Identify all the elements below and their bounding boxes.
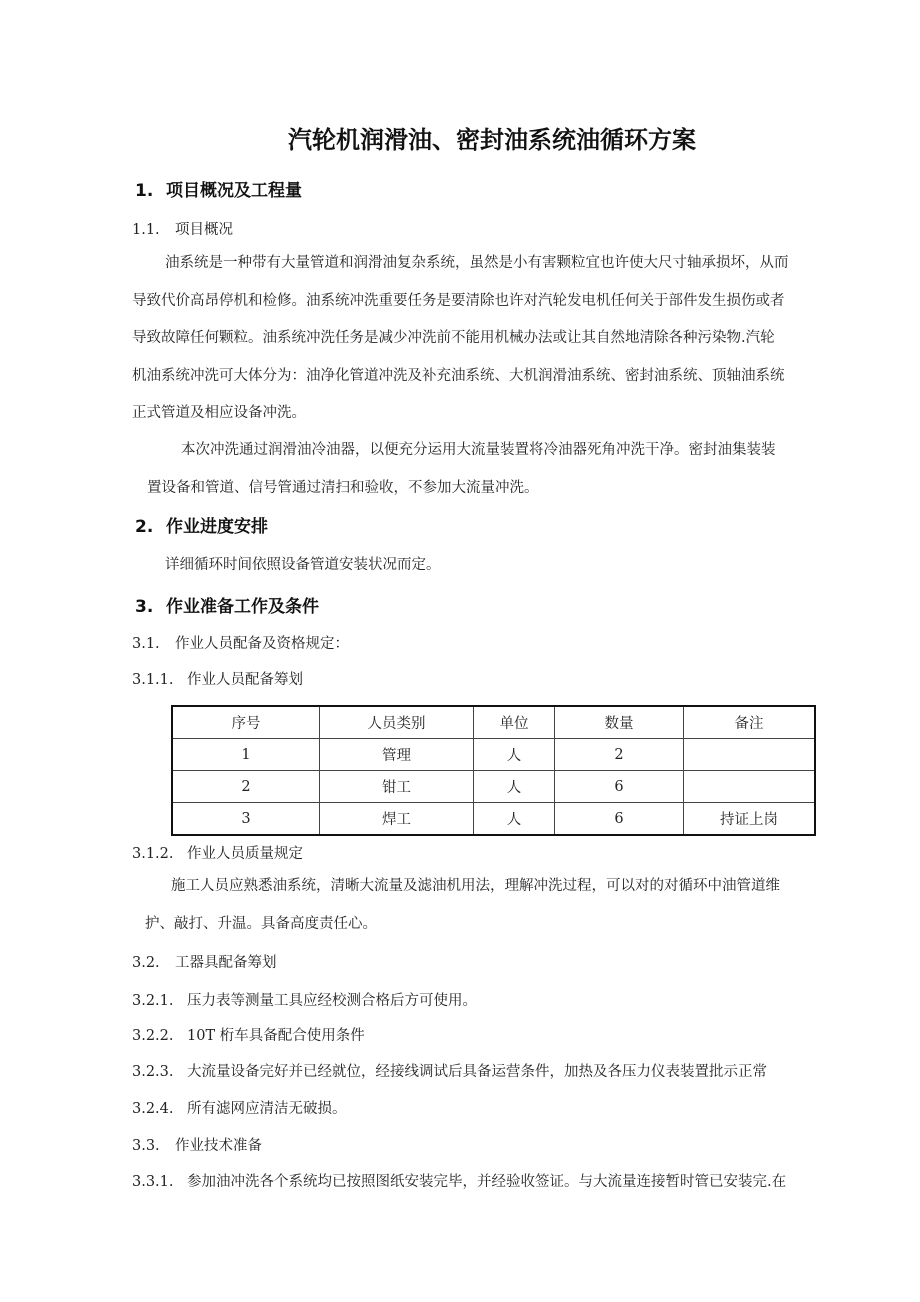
section-3-heading: [135, 592, 319, 617]
subsection-number: 3.2.1.: [132, 993, 174, 1009]
paragraph-staff-quality: [145, 868, 780, 943]
staff-allocation-table: [171, 705, 816, 836]
table-header-cell: 单位: [474, 706, 555, 739]
subsection-number: 3.2.4.: [132, 1101, 174, 1117]
table-cell: 焊工: [320, 803, 474, 836]
table-cell: 2: [172, 771, 320, 803]
subsection-number: 1.1.: [132, 222, 160, 238]
table-cell: 1: [172, 739, 320, 771]
subsection-text: 压力表等测量工具应经校测合格后方可使用。: [187, 993, 477, 1009]
subsection-title: 工器具配备筹划: [175, 955, 277, 971]
table-cell: [684, 739, 816, 771]
subsection-3-2-4: [132, 1097, 347, 1118]
paragraph-line: 导致故障任何颗粒。油系统冲洗任务是减少冲洗前不能用机械办法或让其自然地清除各种污染物.汽轮: [132, 330, 775, 346]
table-header-cell: 数量: [555, 706, 684, 739]
subsection-title: 项目概况: [175, 222, 233, 238]
paragraph-line: 施工人员应熟悉油系统，清晰大流量及滤油机用法，理解冲洗过程，可以对的对循环中油管道维: [171, 878, 780, 894]
subsection-text: 大流量设备完好并已经就位，经接线调试后具备运营条件，加热及各压力仪表装置批示正常: [187, 1064, 767, 1080]
paragraph-line: 护、敲打、升温。具备高度责任心。: [145, 915, 377, 932]
table-header-row: [172, 706, 815, 739]
paragraph-flushing-scope: [147, 432, 776, 507]
subsection-1-1-heading: [132, 218, 233, 239]
subsection-text: 参加油冲洗各个系统均已按照图纸安装完毕，并经验收签证。与大流量连接暂时管已安装完.在: [187, 1174, 787, 1190]
subsection-title: 作业人员质量规定: [187, 846, 303, 862]
paragraph-line: 导致代价高昂停机和检修。油系统冲洗重要任务是要清除也许对汽轮发电机任何关于部件发生损伤或者: [132, 292, 785, 309]
table-cell: 持证上岗: [684, 803, 816, 836]
table-cell: 3: [172, 803, 320, 836]
section-number: 1.: [135, 181, 154, 201]
section-number: 2.: [135, 517, 154, 537]
subsection-title: 作业技术准备: [175, 1138, 262, 1154]
table-cell: 6: [555, 803, 684, 836]
section-title: 项目概况及工程量: [166, 181, 302, 201]
table-cell: 2: [555, 739, 684, 771]
table-header-cell: 人员类别: [320, 706, 474, 739]
schedule-paragraph: 详细循环时间依照设备管道安装状况而定。: [165, 557, 441, 573]
paragraph-line: 正式管道及相应设备冲洗。: [132, 405, 306, 421]
subsection-3-2-3: [132, 1060, 767, 1081]
section-title: 作业准备工作及条件: [166, 597, 319, 617]
section-number: 3.: [135, 597, 154, 617]
subsection-title: 作业人员配备筹划: [187, 672, 303, 688]
subsection-3-1-heading: [132, 632, 349, 653]
paragraph-line: 油系统是一种带有大量管道和润滑油复杂系统，虽然是小有害颗粒宜也许使大尺寸轴承损坏，从而: [165, 255, 789, 271]
section-2-heading: [135, 512, 268, 537]
section-title: 作业进度安排: [166, 517, 268, 537]
table-cell: 人: [474, 739, 555, 771]
table-cell: 6: [555, 771, 684, 803]
subsection-number: 3.2.2.: [132, 1028, 174, 1044]
paragraph-overview: [132, 245, 789, 433]
subsection-3-3-heading: [132, 1134, 262, 1155]
paragraph-line: 本次冲洗通过润滑油冷油器，以便充分运用大流量装置将冷油器死角冲洗干净。密封油集装装: [181, 442, 776, 458]
subsection-number: 3.2.3.: [132, 1064, 174, 1080]
subsection-number: 3.1.: [132, 636, 160, 652]
paragraph-line: 置设备和管道、信号管通过清扫和验收，不参加大流量冲洗。: [147, 479, 539, 496]
subsection-number: 3.1.1.: [132, 672, 174, 688]
paragraph-line: 机油系统冲洗可大体分为：油净化管道冲洗及补充油系统、大机润滑油系统、密封油系统、顶轴油系统: [132, 367, 785, 384]
table-row: [172, 771, 815, 803]
subsection-3-2-2: [132, 1024, 365, 1045]
table-cell: 人: [474, 771, 555, 803]
table-header-cell: 序号: [172, 706, 320, 739]
subsection-3-3-1: [132, 1170, 786, 1191]
subsection-3-2-1: [132, 989, 477, 1010]
subsection-number: 3.3.: [132, 1138, 160, 1154]
subsection-text: 所有滤网应清洁无破损。: [187, 1101, 347, 1117]
subsection-number: 3.2.: [132, 955, 160, 971]
subsection-3-2-heading: [132, 951, 277, 972]
table-row: [172, 803, 815, 836]
table-cell: [684, 771, 816, 803]
table-cell: 管理: [320, 739, 474, 771]
document-title: 汽轮机润滑油、密封油系统油循环方案: [288, 126, 696, 154]
section-1-heading: [135, 176, 302, 201]
table-header-cell: 备注: [684, 706, 816, 739]
table-cell: 钳工: [320, 771, 474, 803]
table-cell: 人: [474, 803, 555, 836]
subsection-number: 3.1.2.: [132, 846, 174, 862]
subsection-3-1-2-heading: [132, 842, 303, 863]
subsection-title: 作业人员配备及资格规定：: [175, 636, 349, 652]
subsection-3-1-1-heading: [132, 668, 303, 689]
subsection-number: 3.3.1.: [132, 1174, 174, 1190]
subsection-text: 10T 桁车具备配合使用条件: [187, 1028, 365, 1044]
table-row: [172, 739, 815, 771]
